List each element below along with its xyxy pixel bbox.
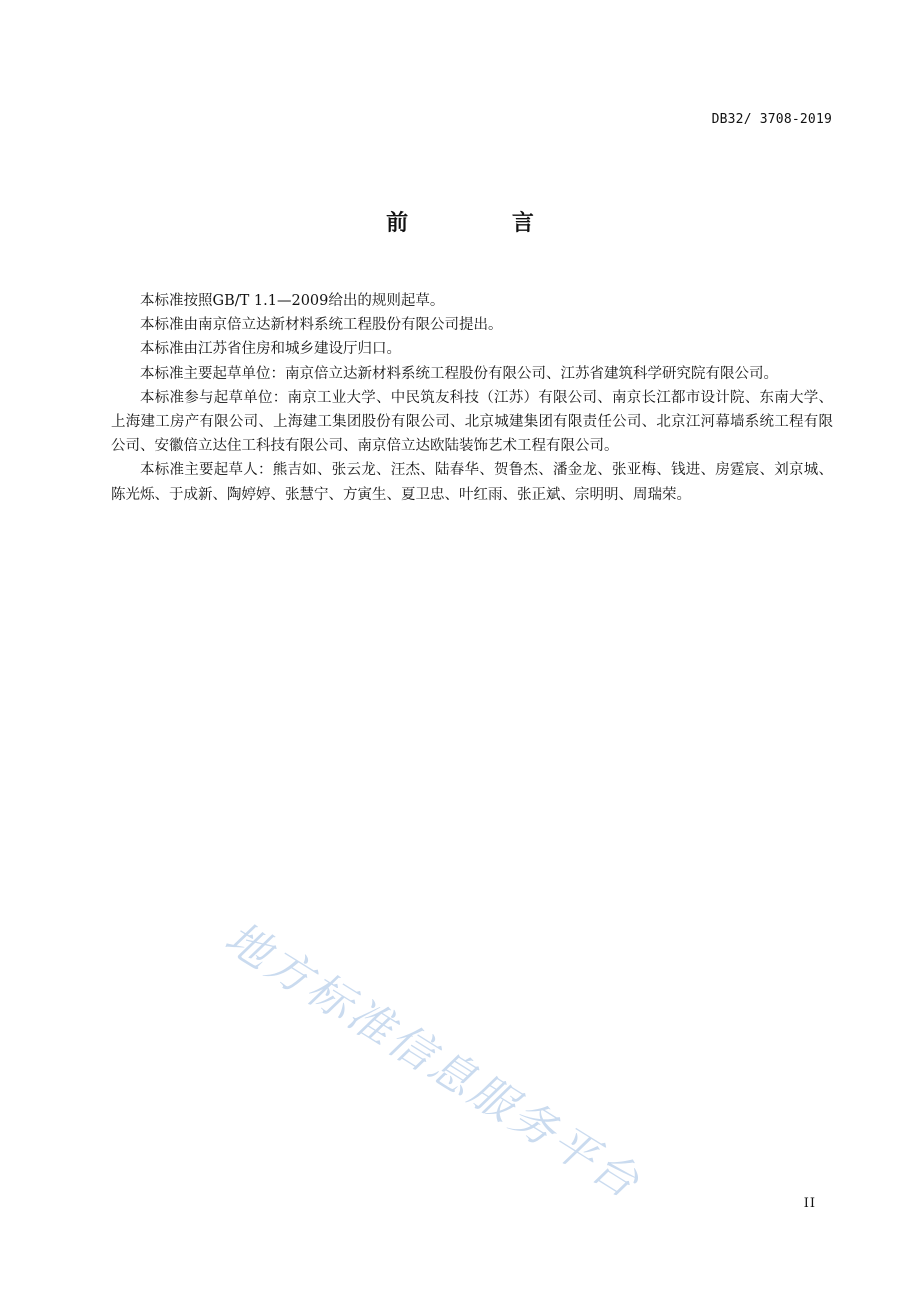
- paragraph-main-drafters: 本标准主要起草人：熊吉如、张云龙、汪杰、陆春华、贺鲁杰、潘金龙、张亚梅、钱进、房霆宸、刘京城、陈光烁、于成新、陶婷婷、张慧宁、方寅生、夏卫忠、叶红雨、张正斌、宗明明、周瑞荣。: [111, 462, 833, 503]
- standard-code: DB32/ 3708-2019: [711, 112, 832, 127]
- paragraph-drafting-rules: 本标准按照GB/T 1.1—2009给出的规则起草。: [140, 293, 445, 309]
- page-number: II: [803, 1196, 816, 1211]
- foreword-body: [111, 289, 833, 507]
- paragraph-administrator: 本标准由江苏省住房和城乡建设厅归口。: [140, 341, 401, 358]
- paragraph-proposer: 本标准由南京倍立达新材料系统工程股份有限公司提出。: [140, 317, 503, 334]
- paragraph-main-drafting-units: 本标准主要起草单位：南京倍立达新材料系统工程股份有限公司、江苏省建筑科学研究院有限公司。: [140, 365, 778, 382]
- page-title: 前 言: [386, 211, 582, 236]
- paragraph-participating-units: 本标准参与起草单位：南京工业大学、中民筑友科技（江苏）有限公司、南京长江都市设计院、东南大学、上海建工房产有限公司、上海建工集团股份有限公司、北京城建集团有限责任公司、北京江河幕墙系统工程有限公司、安徽倍立达住工科技有限公司、南京倍立达欧陆装饰艺术工程有限公司。: [111, 389, 833, 455]
- watermark-text: 地方标准信息服务平台: [216, 912, 651, 1210]
